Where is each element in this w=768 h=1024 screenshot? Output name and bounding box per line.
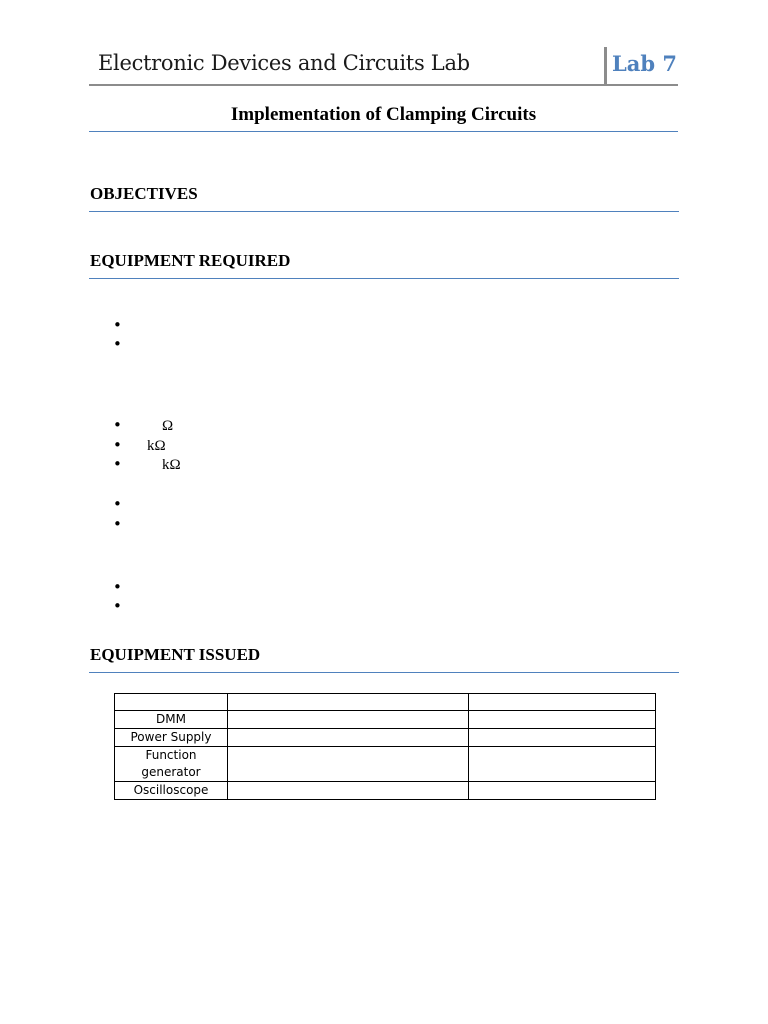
resistor-ohm-text: Ω <box>162 418 174 434</box>
table-cell <box>469 694 656 711</box>
table-cell <box>469 782 656 800</box>
table-cell <box>469 711 656 729</box>
equipment-issued-table <box>114 693 656 800</box>
table-row <box>115 782 656 800</box>
list-bullet: • <box>113 416 122 434</box>
table-cell <box>228 729 469 747</box>
resistor-kohm-text: kΩ <box>162 457 181 473</box>
table-cell <box>228 782 469 800</box>
table-cell: Power Supply <box>115 729 228 747</box>
table-cell <box>228 694 469 711</box>
list-bullet: • <box>113 335 122 353</box>
table-row <box>115 711 656 729</box>
list-bullet: • <box>113 316 122 334</box>
header-divider <box>604 47 607 84</box>
table-cell <box>469 747 656 782</box>
table-cell <box>228 747 469 782</box>
section-heading-objectives: OBJECTIVES <box>89 184 679 212</box>
document-title: Implementation of Clamping Circuits <box>89 104 678 132</box>
list-bullet: • <box>113 436 122 454</box>
table-cell: Oscilloscope <box>115 782 228 800</box>
table-cell <box>469 729 656 747</box>
section-heading-equipment-required: EQUIPMENT REQUIRED <box>89 251 679 279</box>
list-bullet: • <box>113 455 122 473</box>
table-cell: Function generator <box>115 747 228 782</box>
section-heading-equipment-issued: EQUIPMENT ISSUED <box>89 645 679 673</box>
page-header <box>89 45 678 86</box>
header-lab-label: Lab 7 <box>612 51 677 76</box>
table-cell <box>115 694 228 711</box>
table-cell: DMM <box>115 711 228 729</box>
list-bullet: • <box>113 578 122 596</box>
resistor-kohm-text: kΩ <box>147 438 166 454</box>
table-row <box>115 729 656 747</box>
table-row <box>115 694 656 711</box>
table-row <box>115 747 656 782</box>
list-bullet: • <box>113 515 122 533</box>
list-bullet: • <box>113 495 122 513</box>
list-bullet: • <box>113 597 122 615</box>
table-cell <box>228 711 469 729</box>
header-title: Electronic Devices and Circuits Lab <box>98 51 470 75</box>
